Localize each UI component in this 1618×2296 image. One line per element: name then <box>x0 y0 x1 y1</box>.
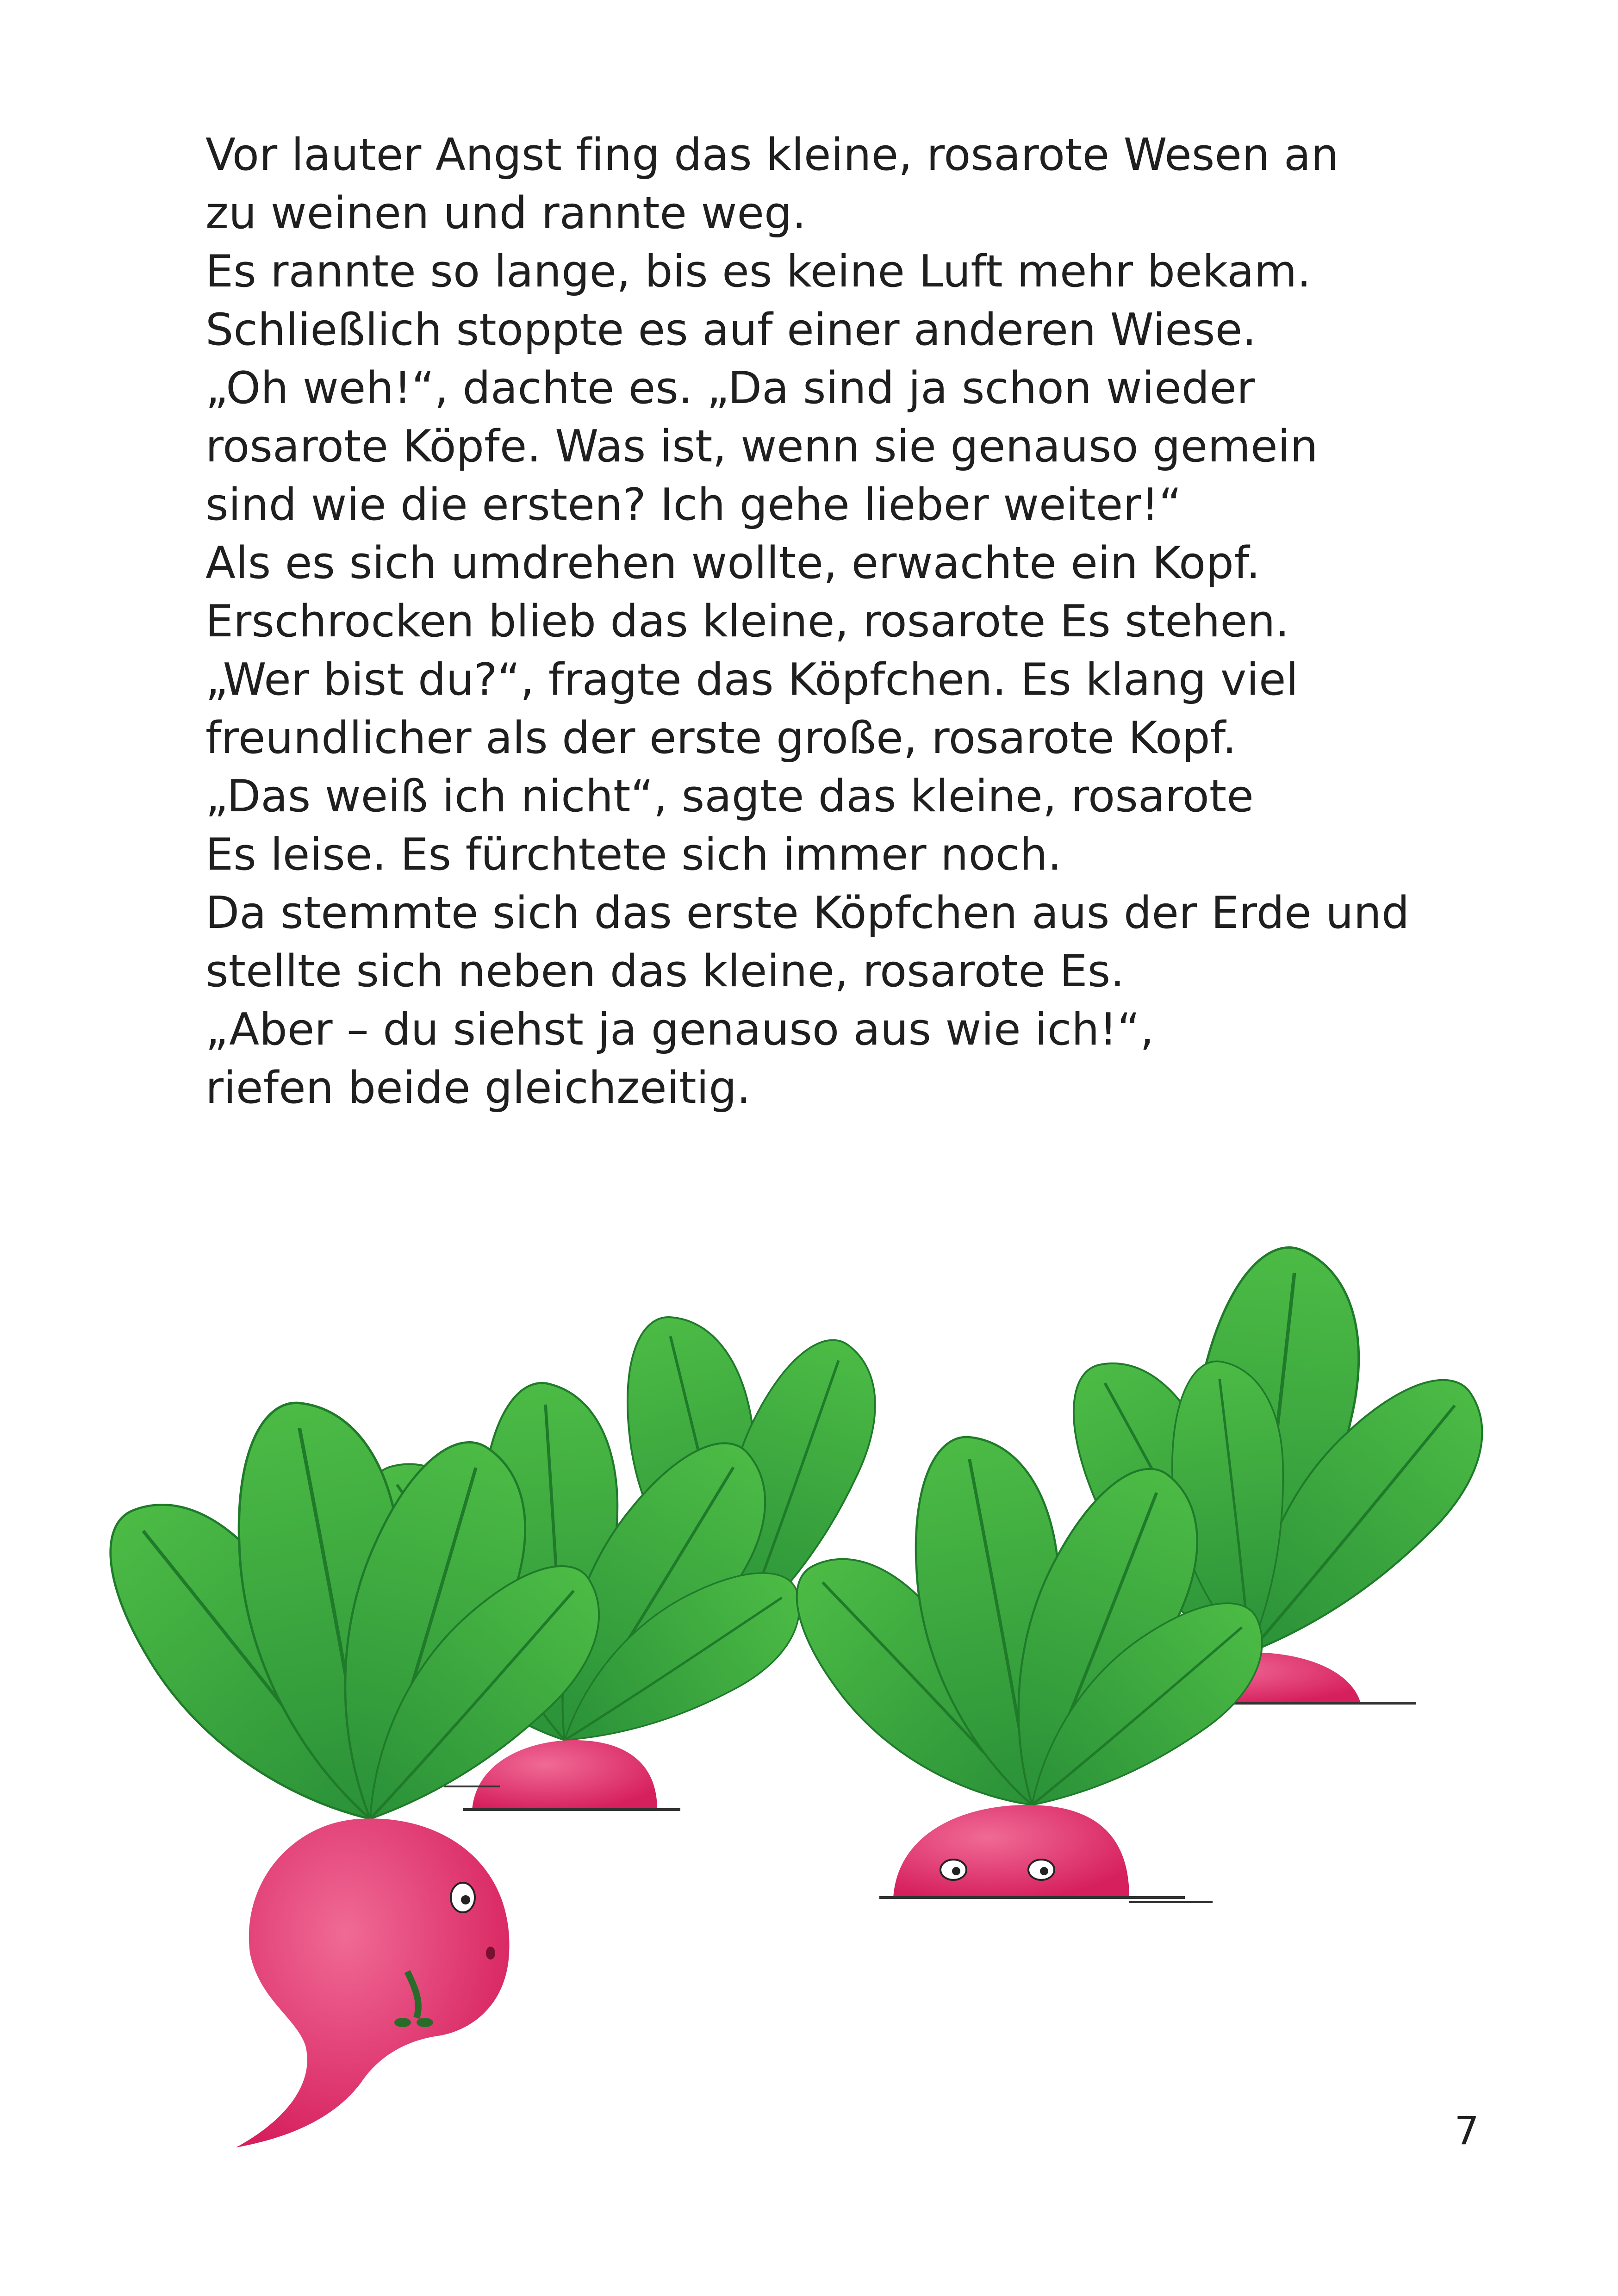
story-line: stellte sich neben das kleine, rosarote Es. <box>205 946 1125 997</box>
story-line: „Wer bist du?“, fragte das Köpfchen. Es klang viel <box>205 654 1299 705</box>
story-line: Erschrocken blieb das kleine, rosarote Es stehen. <box>205 596 1289 647</box>
story-line: Es rannte so lange, bis es keine Luft mehr bekam. <box>205 246 1311 297</box>
story-line: sind wie die ersten? Ich gehe lieber weiter!“ <box>205 479 1182 530</box>
story-line: Als es sich umdrehen wollte, erwachte ein Kopf. <box>205 538 1261 589</box>
story-line: Da stemmte sich das erste Köpfchen aus der Erde und <box>205 888 1410 939</box>
story-line: rosarote Köpfe. Was ist, wenn sie genauso gemein <box>205 421 1318 472</box>
story-line: „Aber – du siehst ja genauso aus wie ich!“, <box>205 1004 1154 1055</box>
story-line: freundlicher als der erste große, rosarote Kopf. <box>205 713 1237 764</box>
story-line: Schließlich stoppte es auf einer anderen Wiese. <box>205 305 1257 355</box>
story-text <box>205 126 1501 1117</box>
story-line: „Oh weh!“, dachte es. „Da sind ja schon wieder <box>205 363 1255 414</box>
story-line: Es leise. Es fürchtete sich immer noch. <box>205 829 1062 880</box>
radish-illustration <box>0 1064 1618 2221</box>
story-line: riefen beide gleichzeitig. <box>205 1063 751 1114</box>
story-line: „Das weiß ich nicht“, sagte das kleine, rosarote <box>205 771 1254 822</box>
story-line: zu weinen und rannte weg. <box>205 188 807 239</box>
page-number: 7 <box>1454 2108 1479 2153</box>
story-line: Vor lauter Angst fing das kleine, rosarote Wesen an <box>205 130 1339 180</box>
